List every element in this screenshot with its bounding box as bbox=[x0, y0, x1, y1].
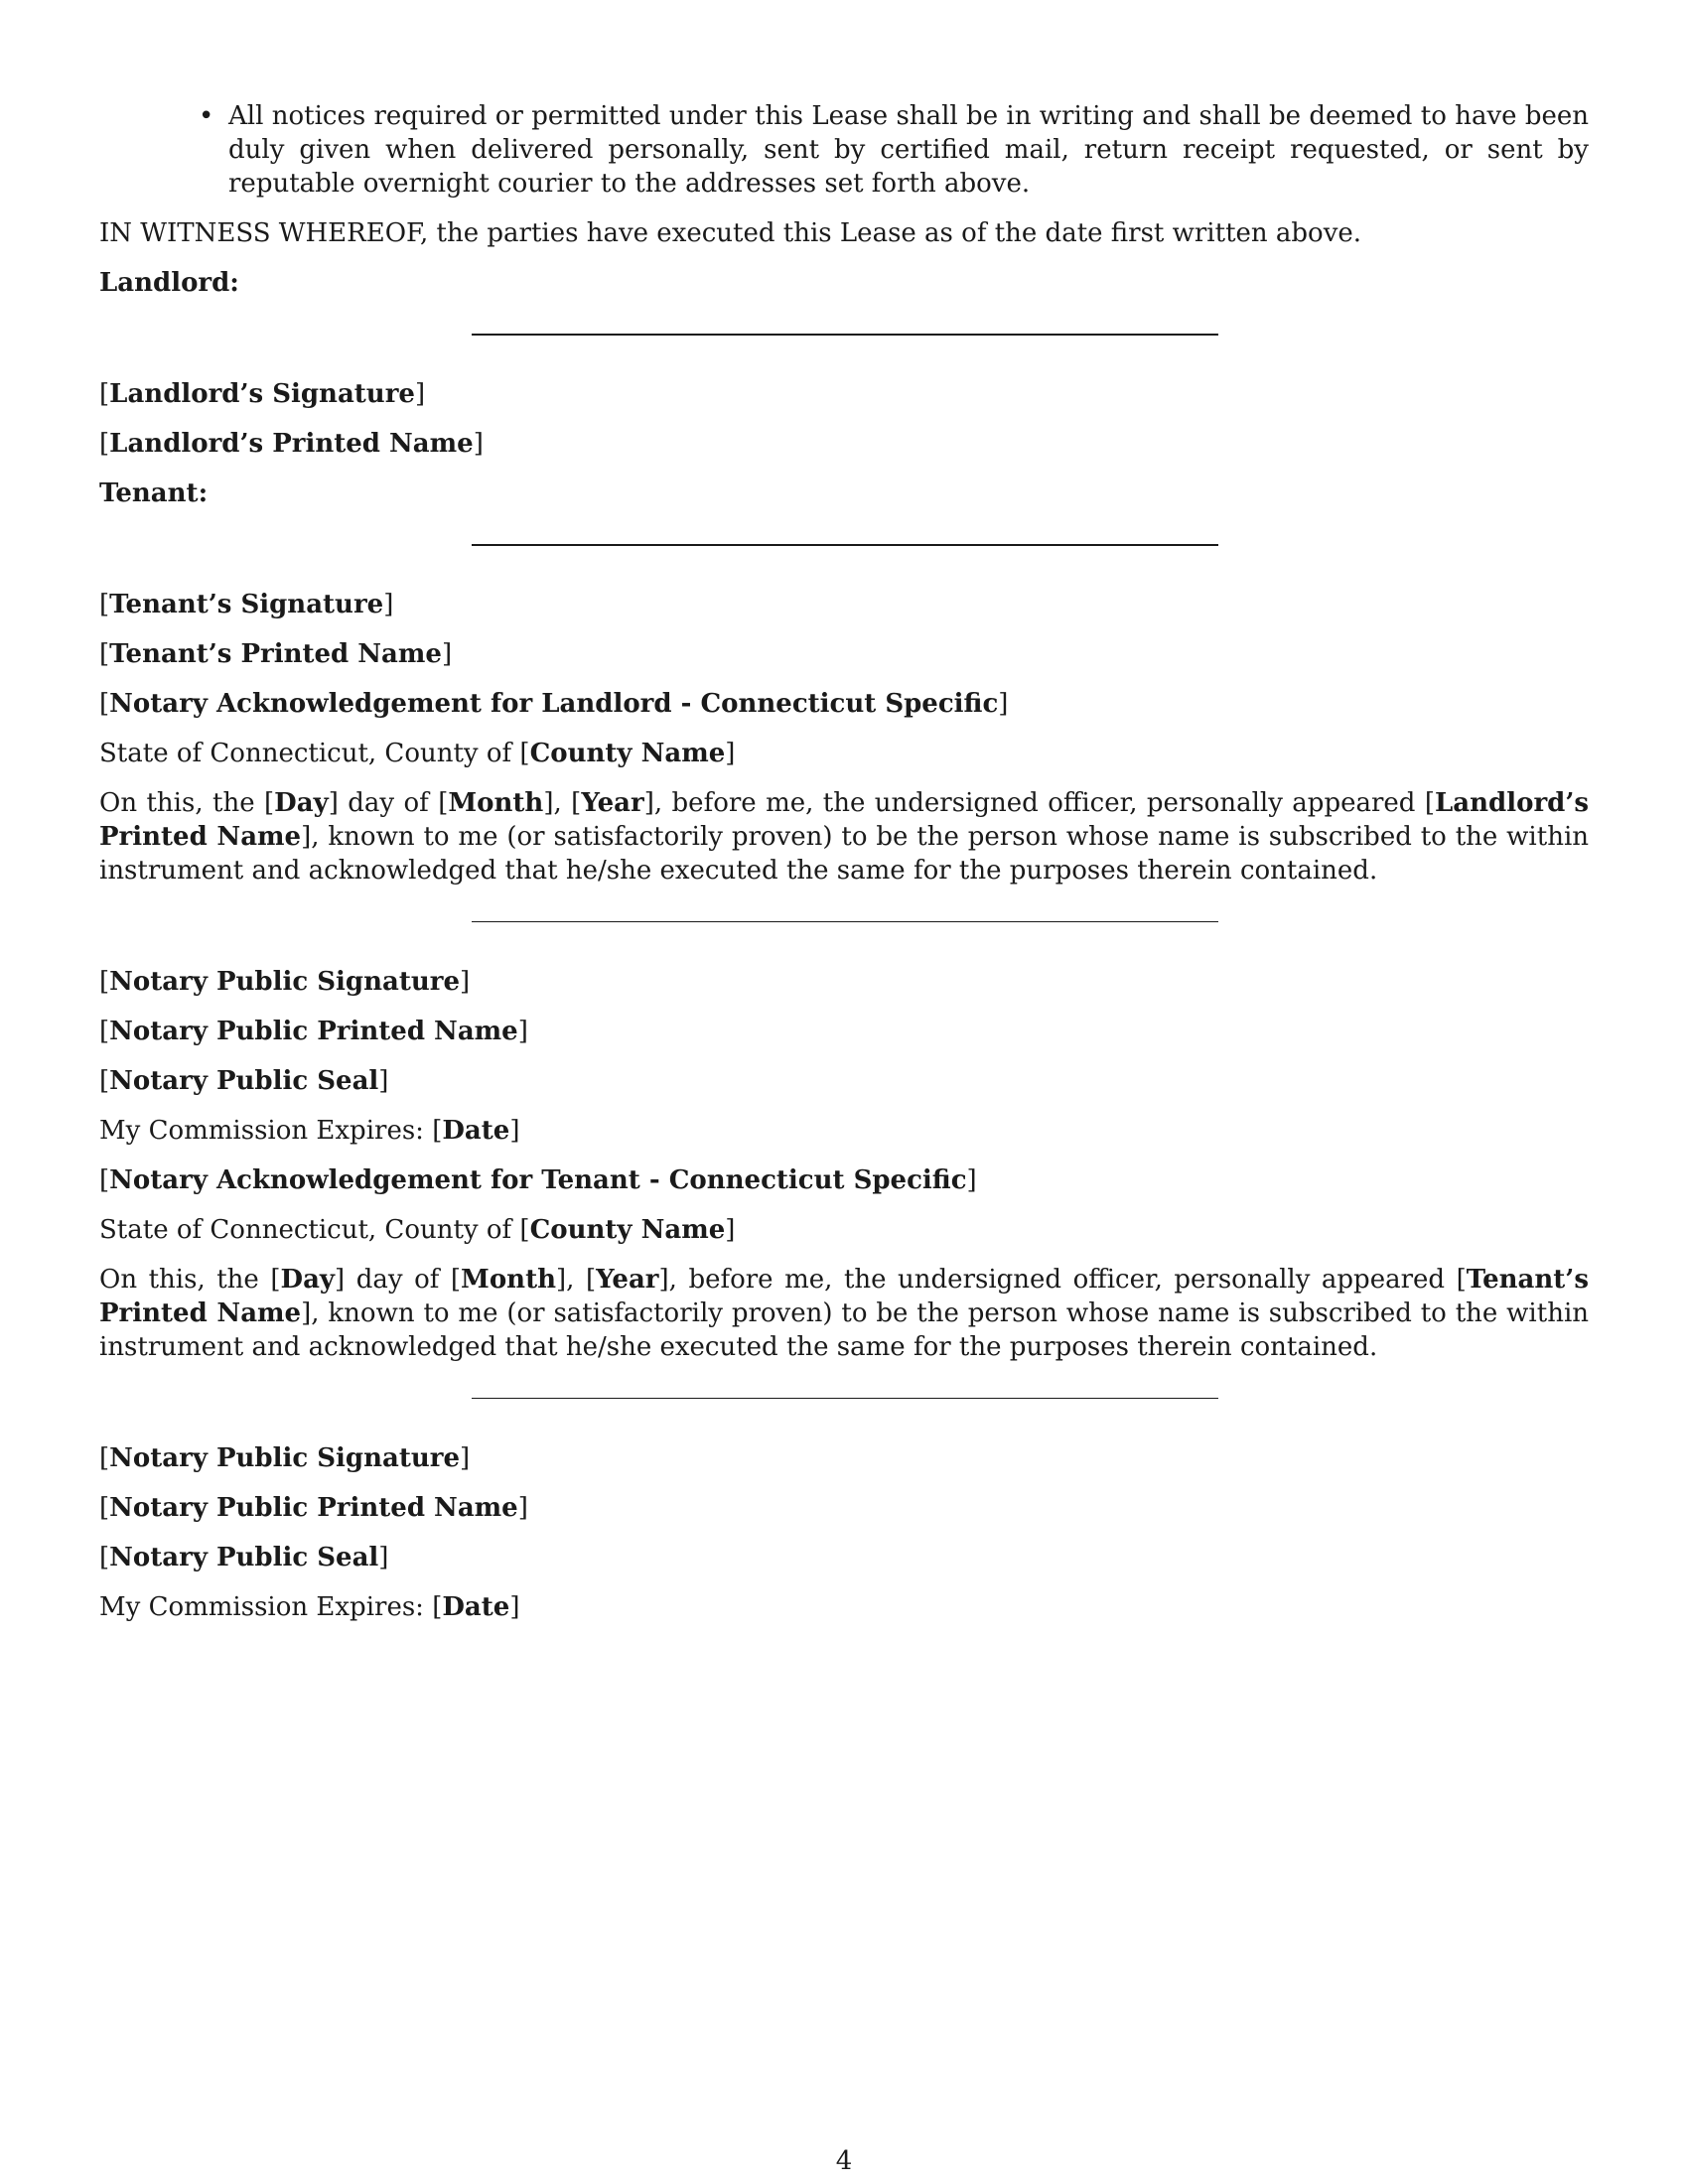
notary-tenant-signature-label: [Notary Public Signature] bbox=[99, 1443, 471, 1473]
notary-tenant-seal-label: [Notary Public Seal] bbox=[99, 1543, 389, 1572]
document-page bbox=[99, 99, 1589, 1624]
notary-landlord-printed-name-label: [Notary Public Printed Name] bbox=[99, 1017, 528, 1046]
notary-tenant-acknowledgement: On this, the [Day] day of [Month], [Year], before me, the undersigned officer, personally appeared [Tenant’s Printed Name], known to me (or satisfactorily proven) to be the person whose name is subscribed to the within instrument and acknowledged that he/she executed the same for the purposes therein contained. bbox=[99, 1265, 1590, 1362]
notary-tenant-county: State of Connecticut, County of [County Name] bbox=[99, 1215, 736, 1245]
tenant-heading: Tenant: bbox=[99, 478, 209, 508]
notary-tenant-printed-name-label: [Notary Public Printed Name] bbox=[99, 1493, 528, 1523]
notary-landlord-signature-line bbox=[99, 887, 1589, 965]
tenant-printed-name-label: [Tenant’s Printed Name] bbox=[99, 639, 453, 669]
tenant-signature-line bbox=[99, 510, 1589, 588]
landlord-heading: Landlord: bbox=[99, 268, 239, 298]
signature-line bbox=[472, 921, 1218, 922]
tenant-signature-label: [Tenant’s Signature] bbox=[99, 590, 394, 619]
notary-tenant-commission: My Commission Expires: [Date] bbox=[99, 1592, 520, 1622]
notary-landlord-commission: My Commission Expires: [Date] bbox=[99, 1116, 520, 1146]
signature-line bbox=[472, 334, 1218, 336]
notices-bullet: • All notices required or permitted under this Lease shall be in writing and shall be deemed to have been duly given when delivered personally, sent by certified mail, return receipt requested, or sent by reputable overnight courier to the addresses set forth above. bbox=[99, 99, 1589, 201]
notary-landlord-signature-label: [Notary Public Signature] bbox=[99, 967, 471, 997]
landlord-printed-name-label: [Landlord’s Printed Name] bbox=[99, 429, 484, 459]
notary-landlord-acknowledgement: On this, the [Day] day of [Month], [Year], before me, the undersigned officer, personally appeared [Landlord’s Printed Name], known to me (or satisfactorily proven) to be the person whose name is subscribed to the within instrument and acknowledged that he/she executed the same for the purposes therein contained. bbox=[99, 788, 1590, 886]
notary-landlord-title: [Notary Acknowledgement for Landlord - Connecticut Specific] bbox=[99, 689, 1009, 719]
notary-tenant-title: [Notary Acknowledgement for Tenant - Connecticut Specific] bbox=[99, 1165, 977, 1195]
landlord-signature-line bbox=[99, 300, 1589, 377]
notices-list bbox=[99, 99, 1589, 201]
signature-line bbox=[472, 1398, 1218, 1399]
notary-tenant-signature-line bbox=[99, 1364, 1589, 1441]
signature-line bbox=[472, 544, 1218, 546]
page-number: 4 bbox=[835, 2146, 853, 2176]
notary-landlord-county: State of Connecticut, County of [County Name] bbox=[99, 739, 736, 768]
landlord-signature-label: [Landlord’s Signature] bbox=[99, 379, 426, 409]
notary-landlord-seal-label: [Notary Public Seal] bbox=[99, 1066, 389, 1096]
witness-statement: IN WITNESS WHEREOF, the parties have executed this Lease as of the date first written above. bbox=[99, 218, 1362, 248]
